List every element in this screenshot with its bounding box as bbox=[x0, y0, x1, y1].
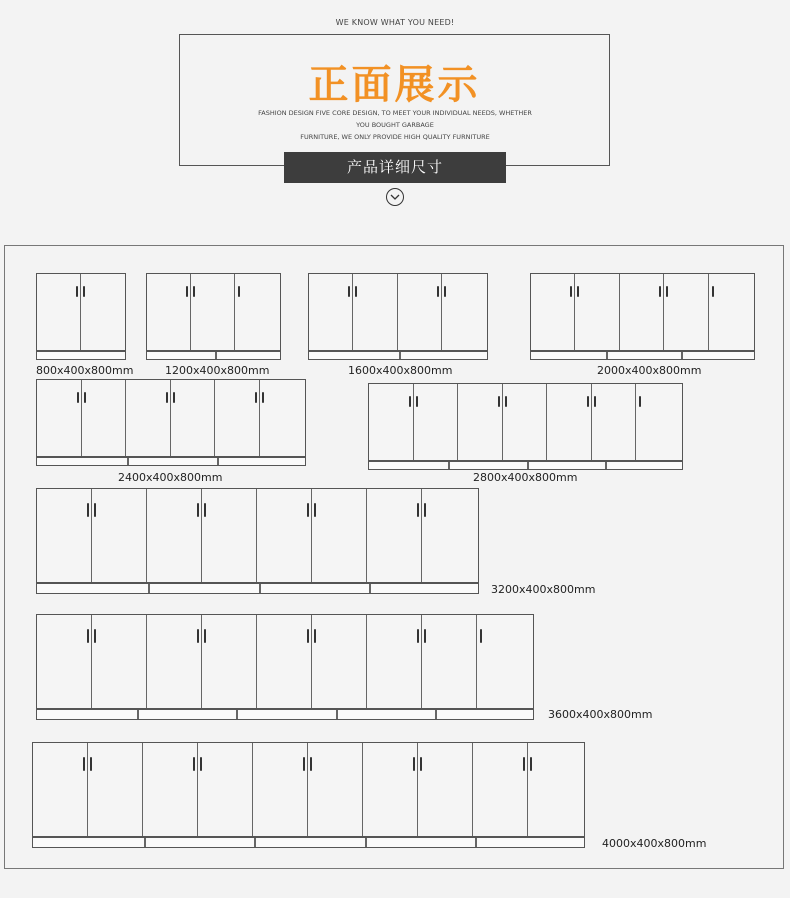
cabinet-size-label: 1200x400x800mm bbox=[165, 364, 270, 377]
cabinet-base bbox=[530, 351, 755, 360]
door-handle bbox=[94, 629, 96, 643]
door-handle bbox=[186, 286, 188, 297]
hero-title: 正面展示 bbox=[308, 62, 481, 108]
cabinet-door bbox=[147, 615, 202, 708]
door-handle bbox=[204, 503, 206, 517]
cabinet-door bbox=[414, 384, 459, 460]
cabinet-drawing bbox=[36, 379, 306, 466]
cabinet-body bbox=[308, 273, 488, 351]
cabinet-size-label: 4000x400x800mm bbox=[602, 837, 707, 850]
cabinet-door bbox=[92, 489, 147, 582]
subtitle-line: YOU BOUGHT GARBAGE bbox=[356, 121, 434, 129]
base-divider bbox=[605, 462, 607, 469]
door-handle bbox=[90, 757, 92, 771]
door-handle bbox=[505, 396, 507, 407]
base-divider bbox=[144, 838, 146, 847]
chevron-down-icon[interactable] bbox=[386, 188, 404, 206]
cabinet-door bbox=[81, 274, 125, 350]
cabinet-door bbox=[398, 274, 442, 350]
door-handle bbox=[262, 392, 264, 403]
cabinet-door bbox=[353, 274, 397, 350]
cabinet-drawing bbox=[36, 488, 479, 594]
cabinet-door bbox=[37, 274, 81, 350]
cabinet-drawing bbox=[36, 273, 126, 360]
door-handle bbox=[314, 629, 316, 643]
base-divider bbox=[365, 838, 367, 847]
cabinet-base bbox=[368, 461, 683, 470]
cabinet-door bbox=[257, 615, 312, 708]
cabinet-door bbox=[147, 489, 202, 582]
cabinet-body bbox=[146, 273, 281, 351]
cabinet-door bbox=[531, 274, 575, 350]
cabinet-body bbox=[32, 742, 585, 837]
door-handle bbox=[94, 503, 96, 517]
cabinet-door bbox=[422, 489, 477, 582]
cabinet-drawing bbox=[36, 614, 534, 720]
door-handle bbox=[417, 629, 419, 643]
cabinet-door bbox=[709, 274, 753, 350]
cabinet-door bbox=[126, 380, 171, 456]
door-handle bbox=[87, 629, 89, 643]
cabinet-door bbox=[198, 743, 253, 836]
subtitle-line: FASHION DESIGN FIVE CORE DESIGN, TO MEET YOUR INDIVIDUAL NEEDS, WHETHER bbox=[258, 109, 532, 117]
subtitle-line: FURNITURE, WE ONLY PROVIDE HIGH QUALITY FURNITURE bbox=[300, 133, 490, 141]
cabinet-body bbox=[36, 488, 479, 583]
door-handle bbox=[424, 629, 426, 643]
cabinet-body bbox=[36, 614, 534, 709]
door-handle bbox=[77, 392, 79, 403]
base-divider bbox=[606, 352, 608, 359]
base-divider bbox=[259, 584, 261, 593]
cabinet-size-label: 1600x400x800mm bbox=[348, 364, 453, 377]
door-handle bbox=[355, 286, 357, 297]
cabinet-drawing bbox=[368, 383, 683, 470]
door-handle bbox=[310, 757, 312, 771]
cabinet-size-label: 2000x400x800mm bbox=[597, 364, 702, 377]
cabinet-door bbox=[528, 743, 583, 836]
cabinet-door bbox=[367, 489, 422, 582]
cabinet-body bbox=[530, 273, 755, 351]
door-handle bbox=[498, 396, 500, 407]
cabinet-door bbox=[253, 743, 308, 836]
cabinet-door bbox=[620, 274, 664, 350]
cabinet-size-label: 2400x400x800mm bbox=[118, 471, 223, 484]
cabinet-base bbox=[146, 351, 281, 360]
cabinet-base bbox=[36, 583, 479, 594]
door-handle bbox=[307, 503, 309, 517]
cabinet-door bbox=[257, 489, 312, 582]
cabinet-door bbox=[367, 615, 422, 708]
cabinet-door bbox=[575, 274, 619, 350]
door-handle bbox=[437, 286, 439, 297]
base-divider bbox=[127, 458, 129, 465]
door-handle bbox=[83, 757, 85, 771]
door-handle bbox=[173, 392, 175, 403]
cabinet-size-label: 800x400x800mm bbox=[36, 364, 134, 377]
hero-box bbox=[179, 34, 610, 166]
cabinet-door bbox=[171, 380, 216, 456]
cabinet-door bbox=[215, 380, 260, 456]
base-divider bbox=[435, 710, 437, 719]
base-divider bbox=[148, 584, 150, 593]
base-divider bbox=[236, 710, 238, 719]
cabinet-drawing bbox=[530, 273, 755, 360]
cabinet-body bbox=[36, 379, 306, 457]
door-handle bbox=[303, 757, 305, 771]
cabinet-door bbox=[312, 489, 367, 582]
cabinet-door bbox=[363, 743, 418, 836]
door-handle bbox=[417, 503, 419, 517]
cabinet-door bbox=[260, 380, 305, 456]
door-handle bbox=[314, 503, 316, 517]
base-divider bbox=[137, 710, 139, 719]
door-handle bbox=[712, 286, 714, 297]
cabinet-door bbox=[37, 615, 92, 708]
door-handle bbox=[238, 286, 240, 297]
cabinet-drawing bbox=[146, 273, 281, 360]
cabinet-size-label: 2800x400x800mm bbox=[473, 471, 578, 484]
base-divider bbox=[254, 838, 256, 847]
base-divider bbox=[215, 352, 217, 359]
door-handle bbox=[587, 396, 589, 407]
cabinet-door bbox=[664, 274, 708, 350]
base-divider bbox=[475, 838, 477, 847]
cabinet-base bbox=[308, 351, 488, 360]
cabinet-door bbox=[308, 743, 363, 836]
cabinet-door bbox=[636, 384, 681, 460]
cabinet-door bbox=[37, 489, 92, 582]
cabinet-door bbox=[503, 384, 548, 460]
cabinet-base bbox=[36, 709, 534, 720]
cabinet-door bbox=[422, 615, 477, 708]
base-divider bbox=[336, 710, 338, 719]
cabinet-door bbox=[477, 615, 532, 708]
cabinet-door bbox=[369, 384, 414, 460]
door-handle bbox=[83, 286, 85, 297]
base-divider bbox=[399, 352, 401, 359]
cabinet-base bbox=[36, 457, 306, 466]
door-handle bbox=[594, 396, 596, 407]
product-size-banner: 产品详细尺寸 bbox=[284, 152, 506, 183]
base-divider bbox=[527, 462, 529, 469]
door-handle bbox=[666, 286, 668, 297]
cabinet-door bbox=[235, 274, 279, 350]
door-handle bbox=[523, 757, 525, 771]
cabinet-base bbox=[32, 837, 585, 848]
base-divider bbox=[448, 462, 450, 469]
cabinet-base bbox=[36, 351, 126, 360]
door-handle bbox=[200, 757, 202, 771]
door-handle bbox=[84, 392, 86, 403]
cabinet-door bbox=[37, 380, 82, 456]
cabinet-door bbox=[547, 384, 592, 460]
cabinet-door bbox=[92, 615, 147, 708]
door-handle bbox=[193, 757, 195, 771]
door-handle bbox=[444, 286, 446, 297]
cabinet-size-label: 3200x400x800mm bbox=[491, 583, 596, 596]
door-handle bbox=[409, 396, 411, 407]
cabinet-door bbox=[442, 274, 486, 350]
door-handle bbox=[659, 286, 661, 297]
door-handle bbox=[348, 286, 350, 297]
cabinet-door bbox=[202, 489, 257, 582]
door-handle bbox=[204, 629, 206, 643]
cabinet-door bbox=[312, 615, 367, 708]
base-divider bbox=[369, 584, 371, 593]
cabinet-door bbox=[309, 274, 353, 350]
door-handle bbox=[420, 757, 422, 771]
base-divider bbox=[681, 352, 683, 359]
door-handle bbox=[530, 757, 532, 771]
tagline: WE KNOW WHAT YOU NEED! bbox=[335, 18, 455, 27]
cabinet-drawing bbox=[32, 742, 585, 848]
cabinet-door bbox=[88, 743, 143, 836]
cabinet-drawing bbox=[308, 273, 488, 360]
cabinet-size-label: 3600x400x800mm bbox=[548, 708, 653, 721]
cabinet-door bbox=[458, 384, 503, 460]
door-handle bbox=[413, 757, 415, 771]
door-handle bbox=[424, 503, 426, 517]
base-divider bbox=[217, 458, 219, 465]
cabinet-door bbox=[143, 743, 198, 836]
door-handle bbox=[307, 629, 309, 643]
door-handle bbox=[197, 503, 199, 517]
cabinet-body bbox=[368, 383, 683, 461]
cabinet-door bbox=[191, 274, 235, 350]
door-handle bbox=[76, 286, 78, 297]
door-handle bbox=[87, 503, 89, 517]
door-handle bbox=[416, 396, 418, 407]
door-handle bbox=[166, 392, 168, 403]
cabinet-door bbox=[418, 743, 473, 836]
hero-subtitle bbox=[240, 107, 550, 143]
cabinet-door bbox=[33, 743, 88, 836]
cabinet-door bbox=[202, 615, 257, 708]
cabinet-door bbox=[82, 380, 127, 456]
door-handle bbox=[193, 286, 195, 297]
door-handle bbox=[197, 629, 199, 643]
door-handle bbox=[255, 392, 257, 403]
cabinet-door bbox=[147, 274, 191, 350]
cabinet-door bbox=[473, 743, 528, 836]
size-diagram-panel bbox=[4, 245, 784, 869]
door-handle bbox=[480, 629, 482, 643]
cabinet-body bbox=[36, 273, 126, 351]
cabinet-door bbox=[592, 384, 637, 460]
